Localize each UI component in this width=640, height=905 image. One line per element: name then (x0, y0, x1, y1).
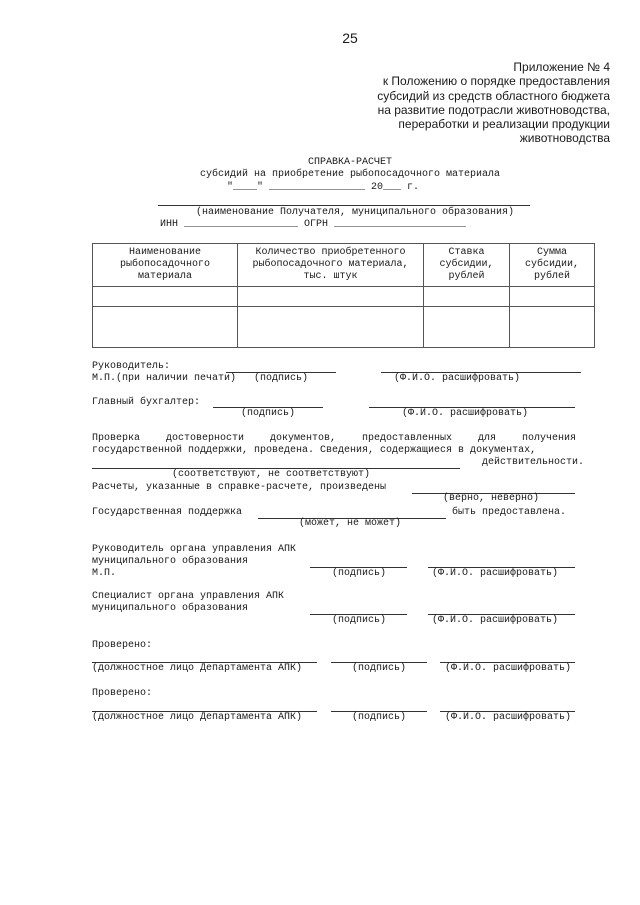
stamp-label: М.П.(при наличии печати) (92, 373, 237, 384)
may-caption: (может, не может) (299, 518, 402, 529)
signature-caption: (подпись) (332, 615, 387, 626)
checked-label: Проверено: (92, 640, 153, 651)
support-label: Государственная поддержка (92, 507, 243, 518)
table-header-row (93, 244, 595, 287)
date-line: "____" ________________ 20___ г. (227, 182, 420, 193)
verification-line-1: Проверка достоверности документов, предоставленных для получения (92, 433, 576, 444)
document-title: СПРАВКА-РАСЧЕТ (307, 157, 392, 168)
table-row (93, 287, 595, 307)
page-number: 25 (342, 30, 358, 46)
support-end: быть предоставлена. (452, 507, 567, 518)
table-cell (510, 287, 595, 307)
table-cell (424, 307, 510, 348)
recipient-line (158, 205, 530, 206)
apk-head-line-3: М.П. (92, 568, 117, 579)
apk-spec-line-2: муниципального образования (92, 603, 249, 614)
name-caption: (Ф.И.О. расшифровать) (402, 408, 529, 419)
checked-label: Проверено: (92, 688, 153, 699)
appendix-line: субсидий из средств областного бюджета (377, 88, 610, 103)
recipient-caption: (наименование Получателя, муниципального образования) (196, 207, 515, 218)
table-header-cell: Ставка субсидии, рублей (424, 244, 510, 287)
apk-head-line-1: Руководитель органа управления АПК (92, 544, 297, 555)
table-cell (510, 307, 595, 348)
correspond-caption: (соответствуют, не соответствуют) (172, 469, 371, 480)
name-caption: (Ф.И.О. расшифровать) (445, 663, 572, 674)
appendix-line: переработки и реализации продукции (398, 117, 610, 132)
apk-spec-line-1: Специалист органа управления АПК (92, 591, 285, 602)
appendix-line: к Положению о порядке предоставления (382, 74, 610, 89)
head-label: Руководитель: (92, 361, 171, 372)
table-header-cell: Количество приобретенного рыбопосадочного материала, тыс. штук (238, 244, 424, 287)
apk-head-line-2: муниципального образования (92, 556, 249, 567)
table-header-cell: Сумма субсидии, рублей (510, 244, 595, 287)
chief-accountant-label: Главный бухгалтер: (92, 397, 201, 408)
name-caption: (Ф.И.О. расшифровать) (432, 615, 559, 626)
verification-line-3-end: действительности. (482, 457, 585, 468)
official-caption: (должностное лицо Департамента АПК) (92, 712, 303, 723)
table-cell (424, 287, 510, 307)
official-caption: (должностное лицо Департамента АПК) (92, 663, 303, 674)
appendix-line: животноводства (519, 131, 610, 146)
appendix-block (377, 60, 610, 146)
correct-caption: (верно, неверно) (443, 493, 540, 504)
signature-caption: (подпись) (241, 408, 296, 419)
subsidy-table (92, 243, 595, 348)
signature-caption: (подпись) (352, 663, 407, 674)
table-cell (93, 287, 238, 307)
inn-ogrn-line: ИНН ___________________ ОГРН ______________________ (160, 219, 467, 230)
table-header-cell: Наименование рыбопосадочного материала (93, 244, 238, 287)
table-row (93, 307, 595, 348)
signature-caption: (подпись) (332, 568, 387, 579)
verification-line-2: государственной поддержки, проведена. Сведения, содержащиеся в документах, (92, 445, 537, 456)
calc-label: Расчеты, указанные в справке-расчете, произведены (92, 482, 387, 493)
name-caption: (Ф.И.О. расшифровать) (445, 712, 572, 723)
name-caption: (Ф.И.О. расшифровать) (394, 373, 521, 384)
name-caption: (Ф.И.О. расшифровать) (432, 568, 559, 579)
table-cell (238, 287, 424, 307)
appendix-title: Приложение № 4 (513, 60, 610, 74)
appendix-line: на развитие подотрасли животноводства, (377, 102, 610, 117)
signature-caption: (подпись) (254, 373, 309, 384)
table-cell (93, 307, 238, 348)
document-subtitle: субсидий на приобретение рыбопосадочного материала (199, 169, 501, 180)
signature-caption: (подпись) (352, 712, 407, 723)
table-cell (238, 307, 424, 348)
